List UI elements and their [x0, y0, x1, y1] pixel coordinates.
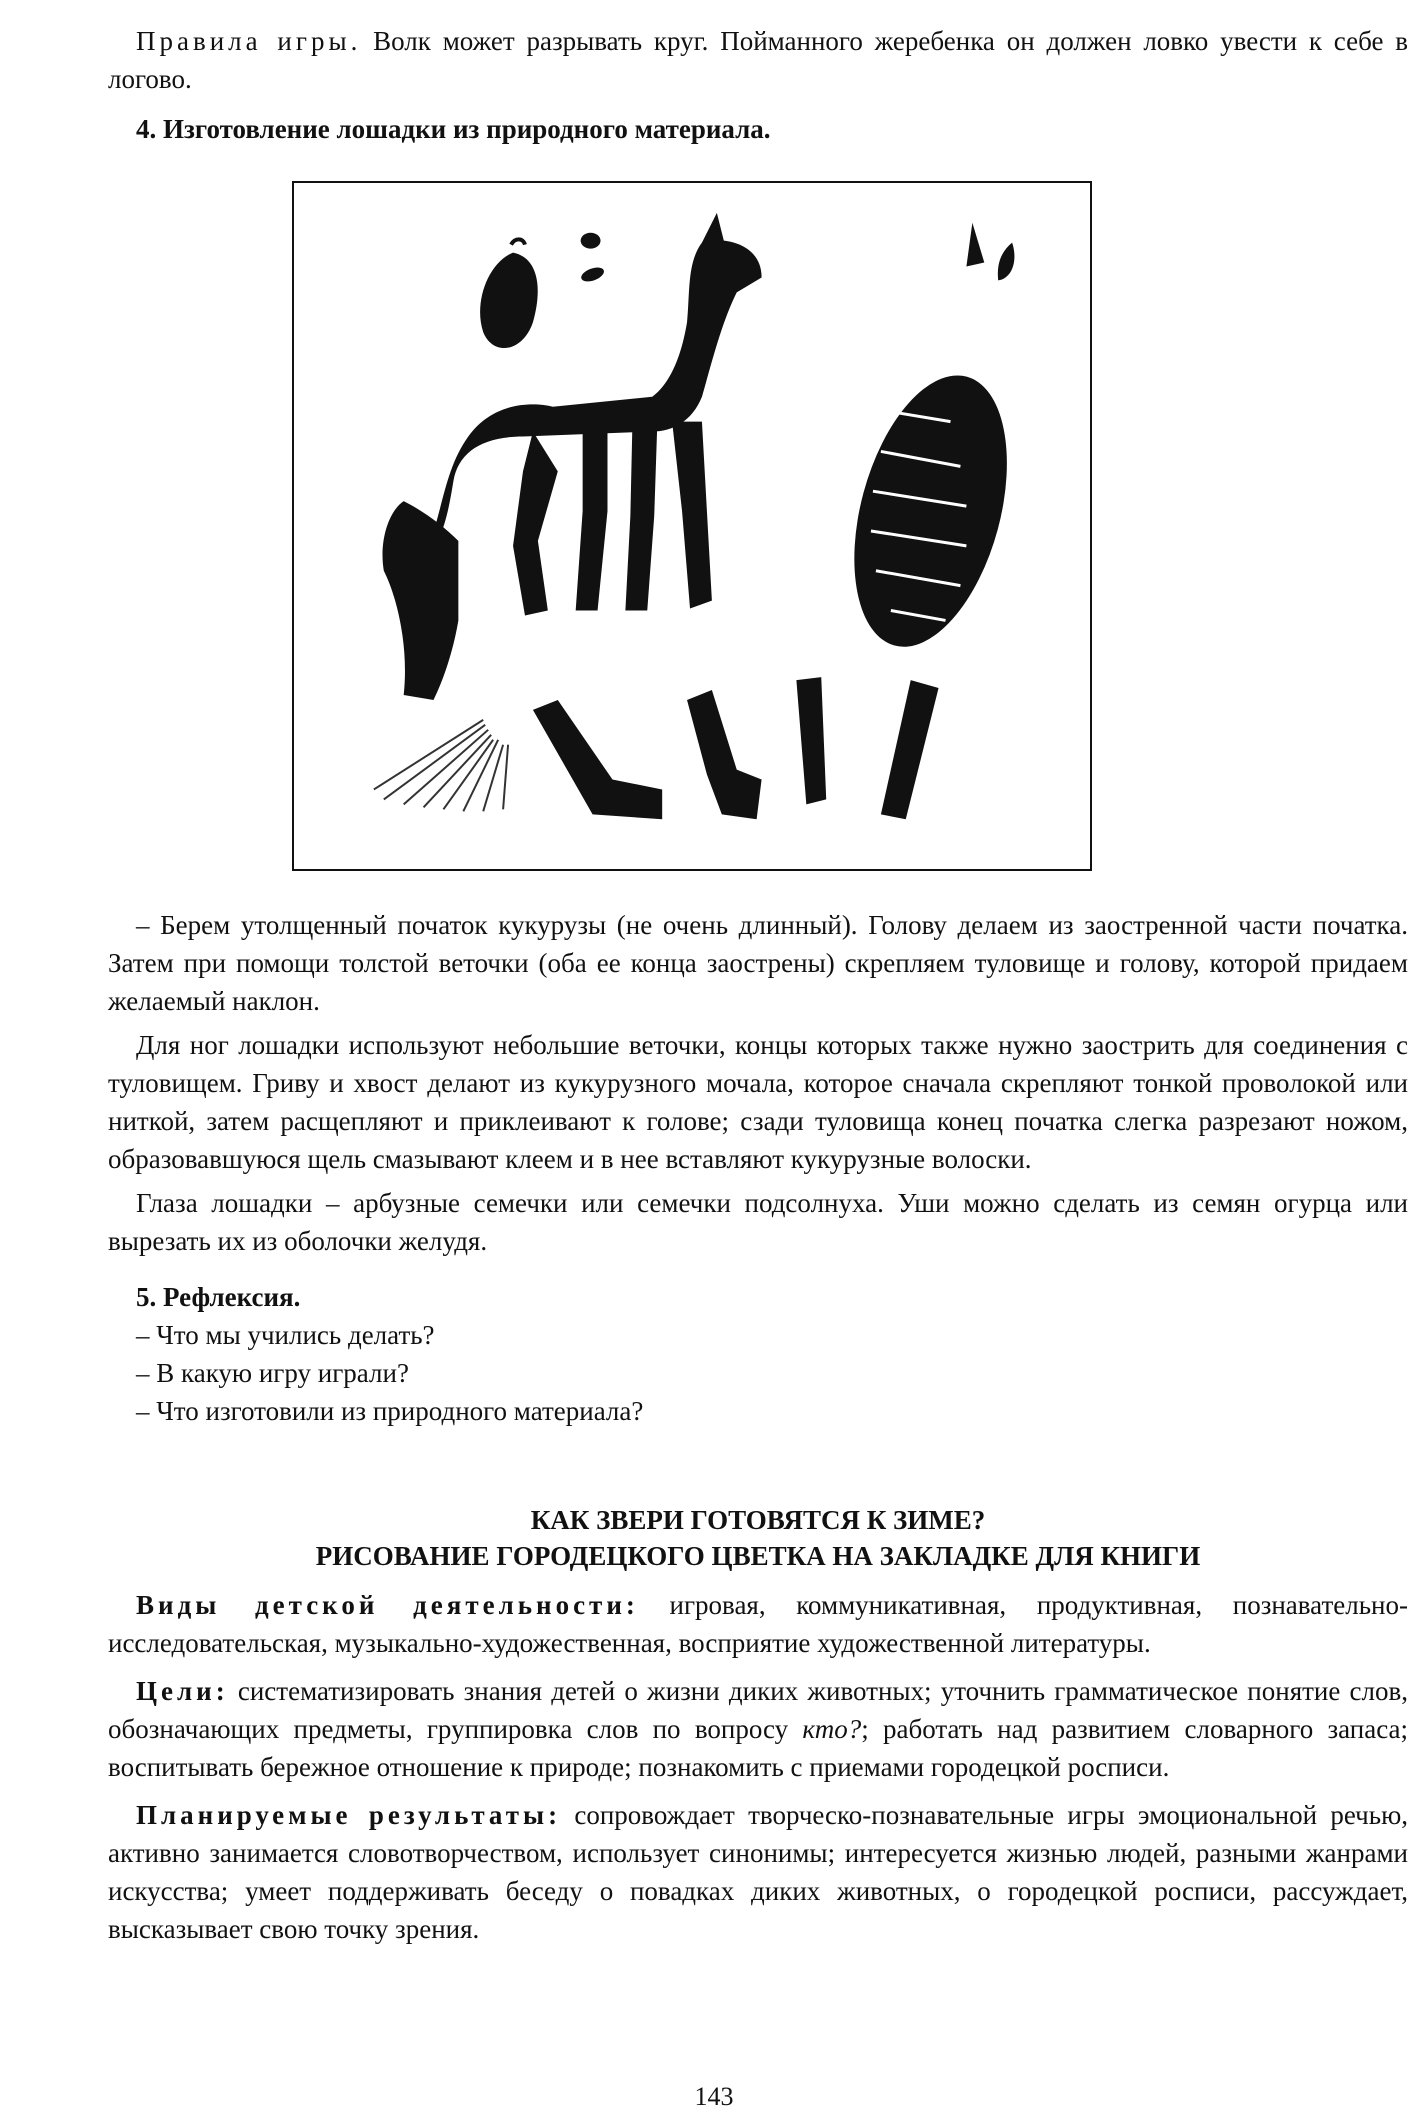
list-item: – Что изготовили из природного материала?: [136, 1396, 644, 1426]
instructions-block: [108, 906, 1408, 1948]
list-item: – Что мы учились делать?: [136, 1320, 435, 1350]
horse-figure: [292, 181, 1092, 871]
rules-label: Правила игры.: [136, 26, 362, 56]
results-text: сопровождает творческо-познавательные игры эмоциональной речью, активно занимается словотворчеством, использует синонимы; интересуется жизнью людей, разными жанрами искусства; умеет поддерживать беседу о повадках диких животных, о городецкой росписи, рассуждает, высказывает свою точку зрения.: [108, 1800, 1408, 1944]
section-5-title: 5. Рефлексия.: [136, 1282, 301, 1312]
instruction-paragraph: Для ног лошадки используют небольшие веточки, концы которых также нужно заострить для соединения с туловищем. Гриву и хвост делают из кукурузного мочала, которое сначала скрепляют тонкой проволокой или ниткой, затем расщепляют и приклеивают к голове; сзади туловища конец початка слегка разрезают ножом, образовавшуюся щель смазывают клеем и в нее вставляют кукурузные волоски.: [108, 1030, 1408, 1174]
results-label: Планируемые результаты:: [136, 1800, 562, 1830]
goals-text-1: систематизировать знания детей о жизни диких животных; уточнить грамматическое понятие слов, обозначающих предметы, группировка слов по вопросу: [108, 1676, 1408, 1744]
instruction-paragraph: – Берем утолщенный початок кукурузы (не очень длинный). Голову делаем из заостренной части початка. Затем при помощи толстой веточки (оба ее конца заострены) скрепляем туловище и голову, которой придаем желаемый наклон.: [108, 910, 1408, 1016]
goals-paragraph: [108, 1672, 1408, 1786]
lesson-title-line-1: КАК ЗВЕРИ ГОТОВЯТСЯ К ЗИМЕ?: [530, 1505, 986, 1535]
goals-text-2: ; работать над развитием словарного запаса; воспитывать бережное отношение к природе; познакомить с приемами городецкой росписи.: [108, 1714, 1408, 1782]
horse-craft-illustration-icon: [294, 183, 1090, 869]
reflection-questions: [108, 1316, 1408, 1430]
instruction-paragraph: Глаза лошадки – арбузные семечки или семечки подсолнуха. Уши можно сделать из семян огурца или вырезать их из оболочки желудя.: [108, 1188, 1408, 1256]
section-4-title: 4. Изготовление лошадки из природного материала.: [136, 114, 771, 144]
activities-label: Виды детской деятельности:: [136, 1590, 639, 1620]
rules-text: Волк может разрывать круг. Пойманного жеребенка он должен ловко увести к себе в логово.: [108, 26, 1408, 94]
page-content: [108, 22, 1408, 148]
lesson-title-line-2: РИСОВАНИЕ ГОРОДЕЦКОГО ЦВЕТКА НА ЗАКЛАДКЕ ДЛЯ КНИГИ: [315, 1541, 1201, 1571]
results-paragraph: [108, 1796, 1408, 1948]
list-item: – В какую игру играли?: [136, 1358, 409, 1388]
goals-label: Цели:: [136, 1676, 229, 1706]
activities-text: игровая, коммуникативная, продуктивная, познавательно-исследовательская, музыкально-художественная, восприятие художественной литературы.: [108, 1590, 1408, 1658]
page-number: 143: [694, 2082, 734, 2111]
goals-italic: кто?: [802, 1714, 862, 1744]
lesson-title: [108, 1502, 1408, 1574]
activities-paragraph: [108, 1586, 1408, 1662]
game-rules-paragraph: [108, 22, 1408, 98]
